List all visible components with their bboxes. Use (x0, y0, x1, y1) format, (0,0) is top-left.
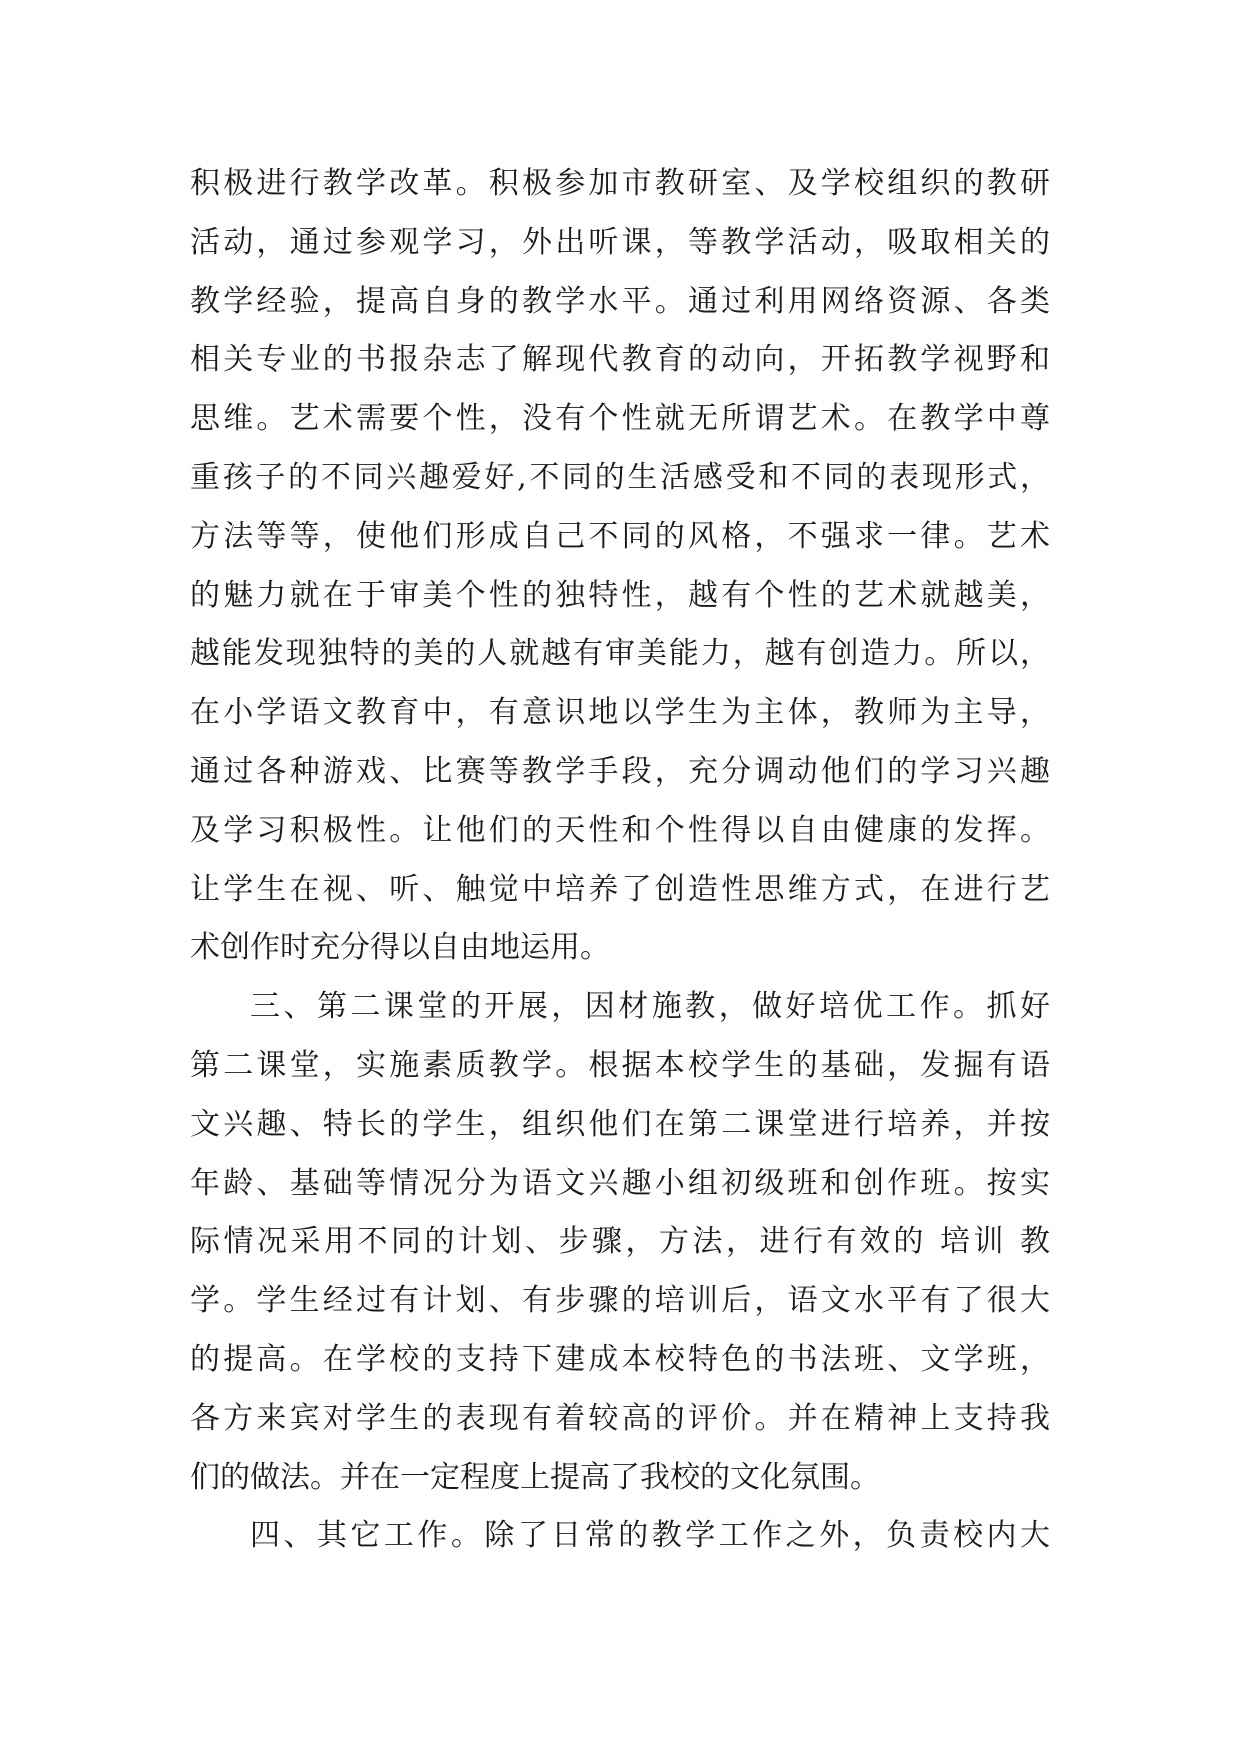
text-line: 际情况采用不同的计划、步骤，方法，进行有效的 培训 教 (190, 1224, 1050, 1260)
paragraph-start-line: 四、其它工作。除了日常的教学工作之外，负责校内大 (250, 1518, 1050, 1554)
text-line: 在小学语文教育中，有意识地以学生为主体，教师为主导， (190, 695, 1050, 731)
text-line: 年龄、基础等情况分为语文兴趣小组初级班和创作班。按实 (190, 1165, 1050, 1201)
text-line: 相关专业的书报杂志了解现代教育的动向，开拓教学视野和 (190, 342, 1050, 378)
text-line: 文兴趣、特长的学生，组织他们在第二课堂进行培养，并按 (190, 1106, 1050, 1142)
body-text (190, 155, 1050, 1566)
text-line: 术创作时充分得以自由地运用。 (190, 930, 610, 966)
text-line: 教学经验，提高自身的教学水平。通过利用网络资源、各类 (190, 283, 1050, 319)
text-line: 各方来宾对学生的表现有着较高的评价。并在精神上支持我 (190, 1400, 1050, 1436)
text-line: 思维。艺术需要个性，没有个性就无所谓艺术。在教学中尊 (190, 401, 1050, 437)
text-line: 们的做法。并在一定程度上提高了我校的文化氛围。 (190, 1459, 880, 1495)
text-line: 积极进行教学改革。积极参加市教研室、及学校组织的教研 (190, 166, 1050, 201)
text-line: 让学生在视、听、触觉中培养了创造性思维方式，在进行艺 (190, 871, 1050, 907)
paragraph-start-line: 三、第二课堂的开展，因材施教，做好培优工作。抓好 (250, 989, 1050, 1025)
text-line: 越能发现独特的美的人就越有审美能力，越有创造力。所以， (190, 636, 1050, 672)
text-line: 活动，通过参观学习，外出听课，等教学活动，吸取相关的 (190, 224, 1050, 260)
text-line: 通过各种游戏、比赛等教学手段，充分调动他们的学习兴趣 (190, 753, 1050, 789)
text-line: 重孩子的不同兴趣爱好,不同的生活感受和不同的表现形式， (190, 459, 1050, 495)
text-line: 的提高。在学校的支持下建成本校特色的书法班、文学班， (190, 1341, 1050, 1377)
text-line: 方法等等，使他们形成自己不同的风格，不强求一律。艺术 (190, 518, 1050, 554)
text-line: 的魅力就在于审美个性的独特性，越有个性的艺术就越美， (190, 577, 1050, 613)
text-line: 学。学生经过有计划、有步骤的培训后，语文水平有了很大 (190, 1283, 1050, 1319)
text-line: 及学习积极性。让他们的天性和个性得以自由健康的发挥。 (190, 812, 1050, 848)
text-line: 第二课堂，实施素质教学。根据本校学生的基础，发掘有语 (190, 1047, 1050, 1083)
